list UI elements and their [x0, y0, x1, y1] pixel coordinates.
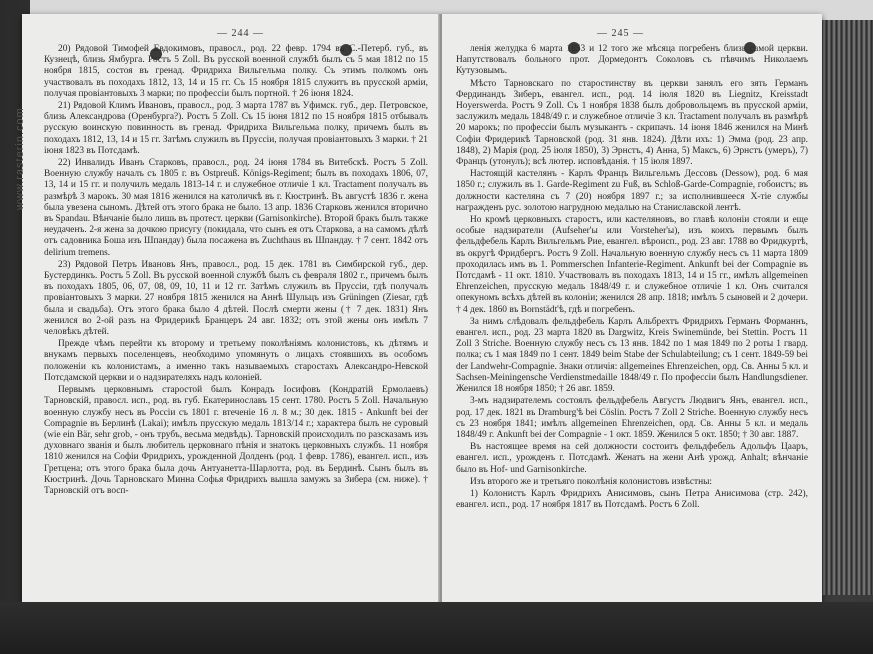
paragraph: За нимъ слѣдовалъ фельдфебель Карлъ Альбрехтъ Фридрихъ Германъ Форманнъ, евангел. исп., род. 23 марта 1820 въ Dargwitz, Kreis Swinemünde, bei Stettin. Ростъ 11 Zoll 3 Striche. Военную службу несъ съ 13 янв. 1842 по 1 мая 1849 по 2 роты 1 гвард. полка; съ 1 мая 1849 по 1 сент. 1849 beim Stabe der Schulabteilung; съ 1 сент. 1849-59 bei der Landwehr-Compagnie. Знаки отличія: allgemeines Ehrenzeichen, орд. Св. Анны 5 кл. и Sachsen-Meiningensche Verdienstmedaille 1848/49 г. По професcіи былъ Handlungsdiener. Женился 18 ноября 1850; † 26 авг. 1859. [456, 316, 808, 395]
left-page-number: — 244 — [217, 28, 264, 39]
paragraph: 20) Рядовой Тимофей Евдокимовъ, правосл., род. 22 февр. 1794 въ С.-Петерб. губ., въ Кузнецѣ, близь Ямбурга. Ростъ 5 Zoll. Въ русской военной службѣ былъ съ 5 мая 1812 по 15 ноября 1815, состоя въ гренад. Фридриха Вильгельма полку. Съ этимъ полкомъ онъ участвовалъ въ походахъ 1812, 13, 14 и 15 гг. Съ 15 ноября 1815 служитъ въ прусской арміи, получая провіантовыхъ 3 марки; по професcіи былъ портной. † 26 іюня 1824. [44, 44, 428, 99]
paragraph: Первымъ церковнымъ старостой былъ Конрадъ Іосифовъ (Кондратій Ермолаевъ) Тарновскій, правосл. исп., род. въ губ. Екатеринославъ 15 сент. 1780. Ростъ 5 Zoll. Начальную военную службу несъ въ Россіи съ 1801 г. втеченіе 16 л. 8 м.; 30 дек. 1815 - Ankunft bei der Compagnie въ Берлинѣ (Lakai); имѣлъ прусскую медаль 1813/14 г.; характера былъ не суровый (wie ein Bär, sehr grob, - онъ трубъ, весьма медвѣдь). Тарновскій происходилъ по разсказамъ изъ духовнаго званія и былъ любитель церковнаго пѣнія и знатокъ церковныхъ службъ. 11 ноября 1810 женился на Софіи Фридрихъ, урожденной Долденъ (род. 1 февр. 1786), евангел. исп., изъ Гретцена; отъ этого брака была дочь Антуанетта-Шарлотта, род. въ Бердинѣ. Сынъ былъ въ Кюстринѣ. Дочь Тарновскаго Минна Софья Фридрихъ вышла замужъ за Зибера (см. ниже). † Тарновскій отъ восп- [44, 385, 428, 496]
paragraph: Въ настоящее время на сей должности состоитъ фельдфебель Адольфъ Цааръ, евангел. исп., урожденъ г. Потсдамѣ. Женатъ на жени Анѣ урожд. Anhalt; вѣнчаніе было въ Hof- und Garnisonkirche. [456, 442, 808, 475]
paragraph: 3-мъ надзирателемъ состоялъ фельдфебель Августъ Людвигъ Янъ, евангел. исп., род. 17 дек. 1821 въ Dramburg'ѣ bei Cöslin. Ростъ 7 Zoll 2 Striche. Военную службу несъ съ 23 ноября 1841; имѣлъ allgemeinen Ehrenzeichen, орд. Св. Анны 5 кл. и медаль 1848/49 г. Ankunft bei der Compagnie - 1 окт. 1859. Женился 5 окт. 1850; † 30 авг. 1887. [456, 396, 808, 440]
paragraph: Прежде чѣмъ перейти къ второму и третьему поколѣніямъ колонистовъ, къ дѣтямъ и внукамъ первыхъ поселенцевъ, необходимо упомянуть о лицахъ стоявшихъ въ особомъ положеніи къ колонистамъ, а именно такъ называемыхъ старостахъ Александро-Невской Потсдамской церкви и о надзирателяхъ надъ колоніей. [44, 339, 428, 383]
paragraph: 1) Колонистъ Карлъ Фридрихъ Анисимовъ, сынъ Петра Анисимова (стр. 242), евангел. исп., род. 17 ноября 1817 въ Потсдамѣ. Ростъ 6 Zoll. [456, 488, 808, 511]
paragraph: 22) Инвалидъ Иванъ Старковъ, правосл., род. 24 іюня 1784 въ Витебскѣ. Ростъ 5 Zoll. Военную службу началъ съ 1805 г. въ Ostpreuß. Königs-Regiment; былъ въ походахъ 1806, 07, 13, 14 и 15 гг. и получилъ медаль 1813-14 г. и служебное отличіе 1 кл. Tractament получалъ въ размѣрѣ 3 марокъ. 30 мая 1816 женился на католичкѣ въ г. Кюстринѣ. Въ августѣ 1836 г. жена была увезена сыномъ. Дѣтей отъ этого брака не было. 13 апр. 1836 Старковъ женился вторично въ Spandau. Вѣнчаніе было лишь въ протест. церкви (Garnisonkirche). Второй бракъ былъ также неудаченъ. 2-я жена за дочкою присугу (покидала, что сынъ ея отъ Старкова, а на самомъ дѣлѣ отъ садовника Боша изъ Шпандау) была посажена въ Zuchthaus въ Шпандау. † 7 сент. 1842 отъ delirium tremens. [44, 158, 428, 258]
paragraph: 21) Рядовой Климъ Ивановъ, правосл., род. 3 марта 1787 въ Уфимск. губ., дер. Петровское, близь Александрова (Оренбурга?). Ростъ 5 Zoll. Съ 15 іюня 1812 по 15 ноября 1815 отбывалъ русскую воинскую повинность въ гренад. Фридриха Вильгельма полку, причемъ былъ въ походахъ 1812, 13, 14 и 15 гг. Затѣмъ служилъ въ Пруссіи, получая провіантовыхъ 3 марки. † 21 іюня 1823 въ Потсдамѣ. [44, 101, 428, 156]
paragraph: ленія желудка 6 марта 1853 и 12 того же мѣсяца погребенъ близь самой церкви. Напутствовалъ больного прот. Дормедонтъ Соколовъ съ пѣвчимъ Николаемъ Кутузовымъ. [456, 44, 808, 77]
right-page [442, 14, 822, 602]
left-page-text [44, 44, 428, 497]
side-watermark: www.rasterin.com [14, 107, 26, 210]
right-page-text [456, 44, 808, 511]
right-page-number: — 245 — [597, 28, 644, 39]
left-page [22, 14, 440, 602]
paragraph: Изъ второго же и третьяго поколѣнія колонистовъ извѣстны: [470, 476, 713, 487]
paragraph: Но кромѣ церковныхъ старостъ, или кастеляновъ, во главѣ колоніи стояли и еще особые надзиратели (Aufseher'ы или Vorsteher'ы), изъ коихъ первымъ былъ фельдфебель Карлъ Вильгельмъ Рие, евангел. вѣроисп., род. 23 авг. 1788 во Фридкуртѣ, въ округѣ Фридбергъ. Ростъ 9 Zoll. Начальную военную службу несъ съ 11 марта 1809 проходилась имъ въ 1. Pommerschen Infanterie-Regiment. Ankunft bei der Compagnie въ Потсдамѣ - 11 окт. 1810. Участвовалъ въ походахъ 1813, 14 и 15 гг., имѣлъ allgemeinen Ehrenzeichen, прусскую медаль 1848/49 г. и служебное отличіе 1 кл. Онъ считался опекуномъ всѣхъ дѣтей въ колоніи; женился 28 апр. 1818; имѣлъ 5 сыновей и 2 дочери. † 4 дек. 1860 въ Bornstädt'ѣ, гдѣ и погребенъ. [456, 215, 808, 315]
open-book [22, 14, 822, 602]
paragraph: Настоящій кастелянъ - Карлъ Францъ Вильгельмъ Дессовъ (Dessow), род. 6 мая 1850 г.; служилъ въ 1. Garde-Regiment zu Fuß, въ Schloß-Garde-Compagnie, гобоистъ; въ должности кастеляна съ 7 (20) ноября 1897 г.; за исполнившееся Х-тіе службы награжденъ рус. золотою нагрудною медалью на Станиславской лентѣ. [456, 169, 808, 213]
paragraph: 23) Рядовой Петръ Ивановъ Янъ, правосл., род. 15 дек. 1781 въ Симбирской губ., дер. Бустердинкъ. Ростъ 5 Zoll. Въ русской военной службѣ былъ съ февраля 1802 г., причемъ былъ въ походахъ 1805, 06, 07, 08, 09, 10, 11 и 12 гг. Затѣмъ служилъ въ Пруссіи, гдѣ получалъ провіантовыхъ 3 марки. 27 ноября 1815 женился на Аннѣ Шульцъ изъ Grüningen (Ziesar, гдѣ была и свадьба). Отъ этого брака было 4 дѣтей. Послѣ смерти жены († 7 дек. 1831) Янъ женился во 2-ой разъ на Фридерикѣ Бранцеръ 24 авг. 1832; отъ этой жены онъ имѣлъ 7 человѣкъ дѣтей. [44, 259, 428, 338]
bottom-shadow [0, 602, 873, 654]
page-edge-stack [821, 20, 873, 595]
paragraph: Мѣсто Тарновскаго по старостинству въ церкви занялъ его зять Германъ Фердинандъ Зиберъ, евангел. исп., род. 14 іюля 1820 въ Liegnitz, Kreisstadt Hoyerswerda. Ростъ 9 Zoll. Съ 1 ноября 1838 былъ добровольцемъ въ прусской арміи, заслужилъ медаль 1848/49 г. и служебное отличіе 3 кл. Tractament получалъ въ размѣрѣ 20 марокъ; по професcіи былъ музыкантъ - скрипачъ. 14 іюня 1846 женился на Минѣ Софіи Фридерикѣ Тарновской (род. 31 янв. 1824). Дѣти ихъ: 1) Эмма (род. 23 апр. 1848), 2) Марія (род. 25 іюля 1850), 3) Эрнстъ, 4) Анна, 5) Максъ, 6) Эрнстъ (умеръ), 7) Францъ (утонулъ); всѣ лютер. исповѣданія. † 15 іюля 1897. [456, 78, 808, 168]
